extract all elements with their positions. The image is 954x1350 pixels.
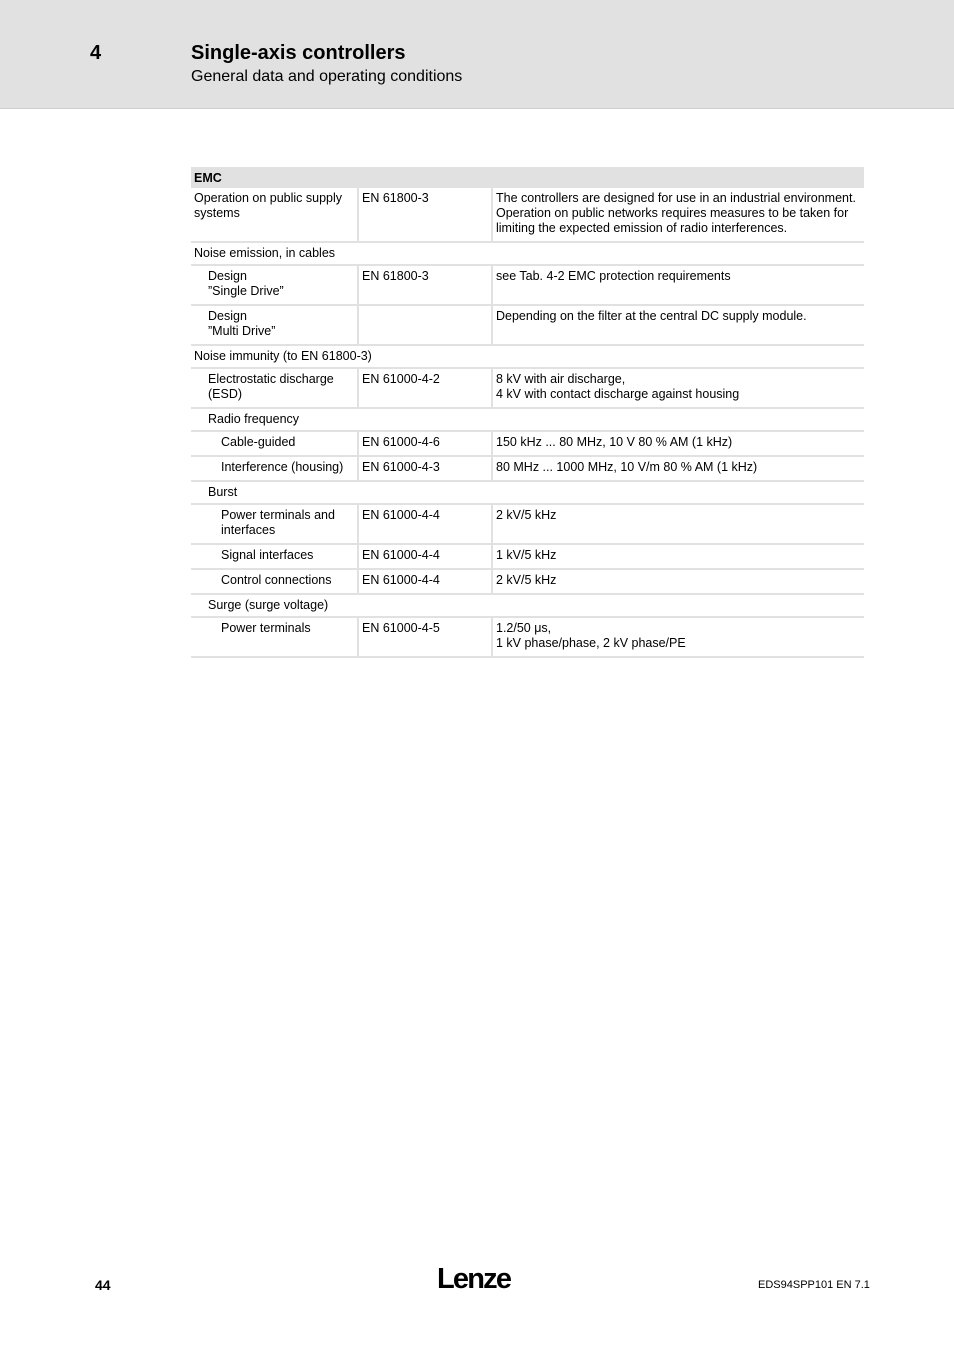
parameter-text: Signal interfaces [221, 548, 314, 562]
parameter-cell [191, 569, 358, 594]
group-label [191, 242, 864, 265]
table-row [191, 617, 864, 657]
table-row [191, 569, 864, 594]
table-row [191, 431, 864, 456]
document-code: EDS94SPP101 EN 7.1 [758, 1279, 870, 1291]
parameter-cell [191, 544, 358, 569]
parameter-text: Power terminals [221, 621, 311, 635]
value-cell [492, 368, 864, 408]
value-cell [492, 504, 864, 544]
value-cell [492, 456, 864, 481]
group-label-text: Noise immunity (to EN 61800-3) [194, 349, 372, 363]
standard-cell: EN 61000-4-3 [358, 456, 492, 481]
group-label [191, 594, 864, 617]
table-group-row [191, 408, 864, 431]
parameter-cell [191, 504, 358, 544]
value-text: Depending on the filter at the central DC supply module. [496, 309, 807, 323]
group-label-text: Burst [208, 485, 238, 499]
table-row [191, 544, 864, 569]
parameter-cell [191, 305, 358, 345]
parameter-cell [191, 617, 358, 657]
table-group-row [191, 242, 864, 265]
chapter-subtitle: General data and operating conditions [191, 68, 463, 85]
table-row [191, 368, 864, 408]
parameter-cell [191, 265, 358, 305]
parameter-text: Design [208, 269, 247, 283]
standard-cell: EN 61800-3 [358, 265, 492, 305]
parameter-cell [191, 368, 358, 408]
emc-table [191, 167, 864, 658]
parameter-cell [191, 188, 358, 242]
value-text: 1 kV phase/phase, 2 kV phase/PE [496, 636, 686, 650]
parameter-text: Interference (housing) [221, 460, 344, 474]
page-number: 44 [95, 1277, 111, 1293]
table-row [191, 504, 864, 544]
standard-cell: EN 61800-3 [358, 188, 492, 242]
group-label [191, 481, 864, 504]
standard-cell: EN 61000-4-2 [358, 368, 492, 408]
table-row [191, 265, 864, 305]
value-text: 8 kV with air discharge, [496, 372, 626, 386]
value-text: 150 kHz ... 80 MHz, 10 V 80 % AM (1 kHz) [496, 435, 733, 449]
header-band [0, 0, 954, 109]
value-cell [492, 544, 864, 569]
value-text: 2 kV/5 kHz [496, 573, 557, 587]
parameter-text: ”Single Drive” [208, 284, 284, 298]
value-cell [492, 569, 864, 594]
group-label-text: Radio frequency [208, 412, 300, 426]
value-text: The controllers are designed for use in an industrial environment. Operation on public networks requires measures to be taken for limiting the expected emission of radio interferences. [496, 191, 856, 235]
standard-cell: EN 61000-4-6 [358, 431, 492, 456]
value-text: see Tab. 4-2 EMC protection requirements [496, 269, 731, 283]
standard-cell: EN 61000-4-4 [358, 544, 492, 569]
table-group-row [191, 594, 864, 617]
table-row [191, 305, 864, 345]
parameter-text: Power terminals and interfaces [221, 508, 335, 537]
parameter-cell [191, 456, 358, 481]
standard-cell [358, 305, 492, 345]
group-label [191, 345, 864, 368]
table-group-row [191, 481, 864, 504]
table-row [191, 456, 864, 481]
value-text: 4 kV with contact discharge against housing [496, 387, 740, 401]
parameter-cell [191, 431, 358, 456]
chapter-number: 4 [90, 42, 102, 64]
table-row [191, 188, 864, 242]
value-cell [492, 431, 864, 456]
parameter-text: Cable-guided [221, 435, 296, 449]
group-label-text: Noise emission, in cables [194, 246, 336, 260]
table-heading-row [191, 167, 864, 188]
group-label-text: Surge (surge voltage) [208, 598, 329, 612]
value-cell [492, 617, 864, 657]
chapter-title: Single-axis controllers [191, 42, 406, 64]
parameter-text: Operation on public supply systems [194, 191, 343, 220]
parameter-text: Electrostatic discharge (ESD) [208, 372, 334, 401]
parameter-text: Control connections [221, 573, 332, 587]
value-cell [492, 305, 864, 345]
parameter-text: Design [208, 309, 247, 323]
emc-table-body [191, 167, 864, 657]
value-text: 1.2/50 μs, [496, 621, 552, 635]
value-cell [492, 265, 864, 305]
table-group-row [191, 345, 864, 368]
value-text: 80 MHz ... 1000 MHz, 10 V/m 80 % AM (1 kHz) [496, 460, 758, 474]
parameter-text: ”Multi Drive” [208, 324, 276, 338]
group-label [191, 408, 864, 431]
value-text: 1 kV/5 kHz [496, 548, 557, 562]
value-cell [492, 188, 864, 242]
standard-cell: EN 61000-4-5 [358, 617, 492, 657]
table-heading: EMC [191, 167, 864, 188]
standard-cell: EN 61000-4-4 [358, 569, 492, 594]
lenze-logo: Lenze [437, 1263, 511, 1295]
value-text: 2 kV/5 kHz [496, 508, 557, 522]
standard-cell: EN 61000-4-4 [358, 504, 492, 544]
